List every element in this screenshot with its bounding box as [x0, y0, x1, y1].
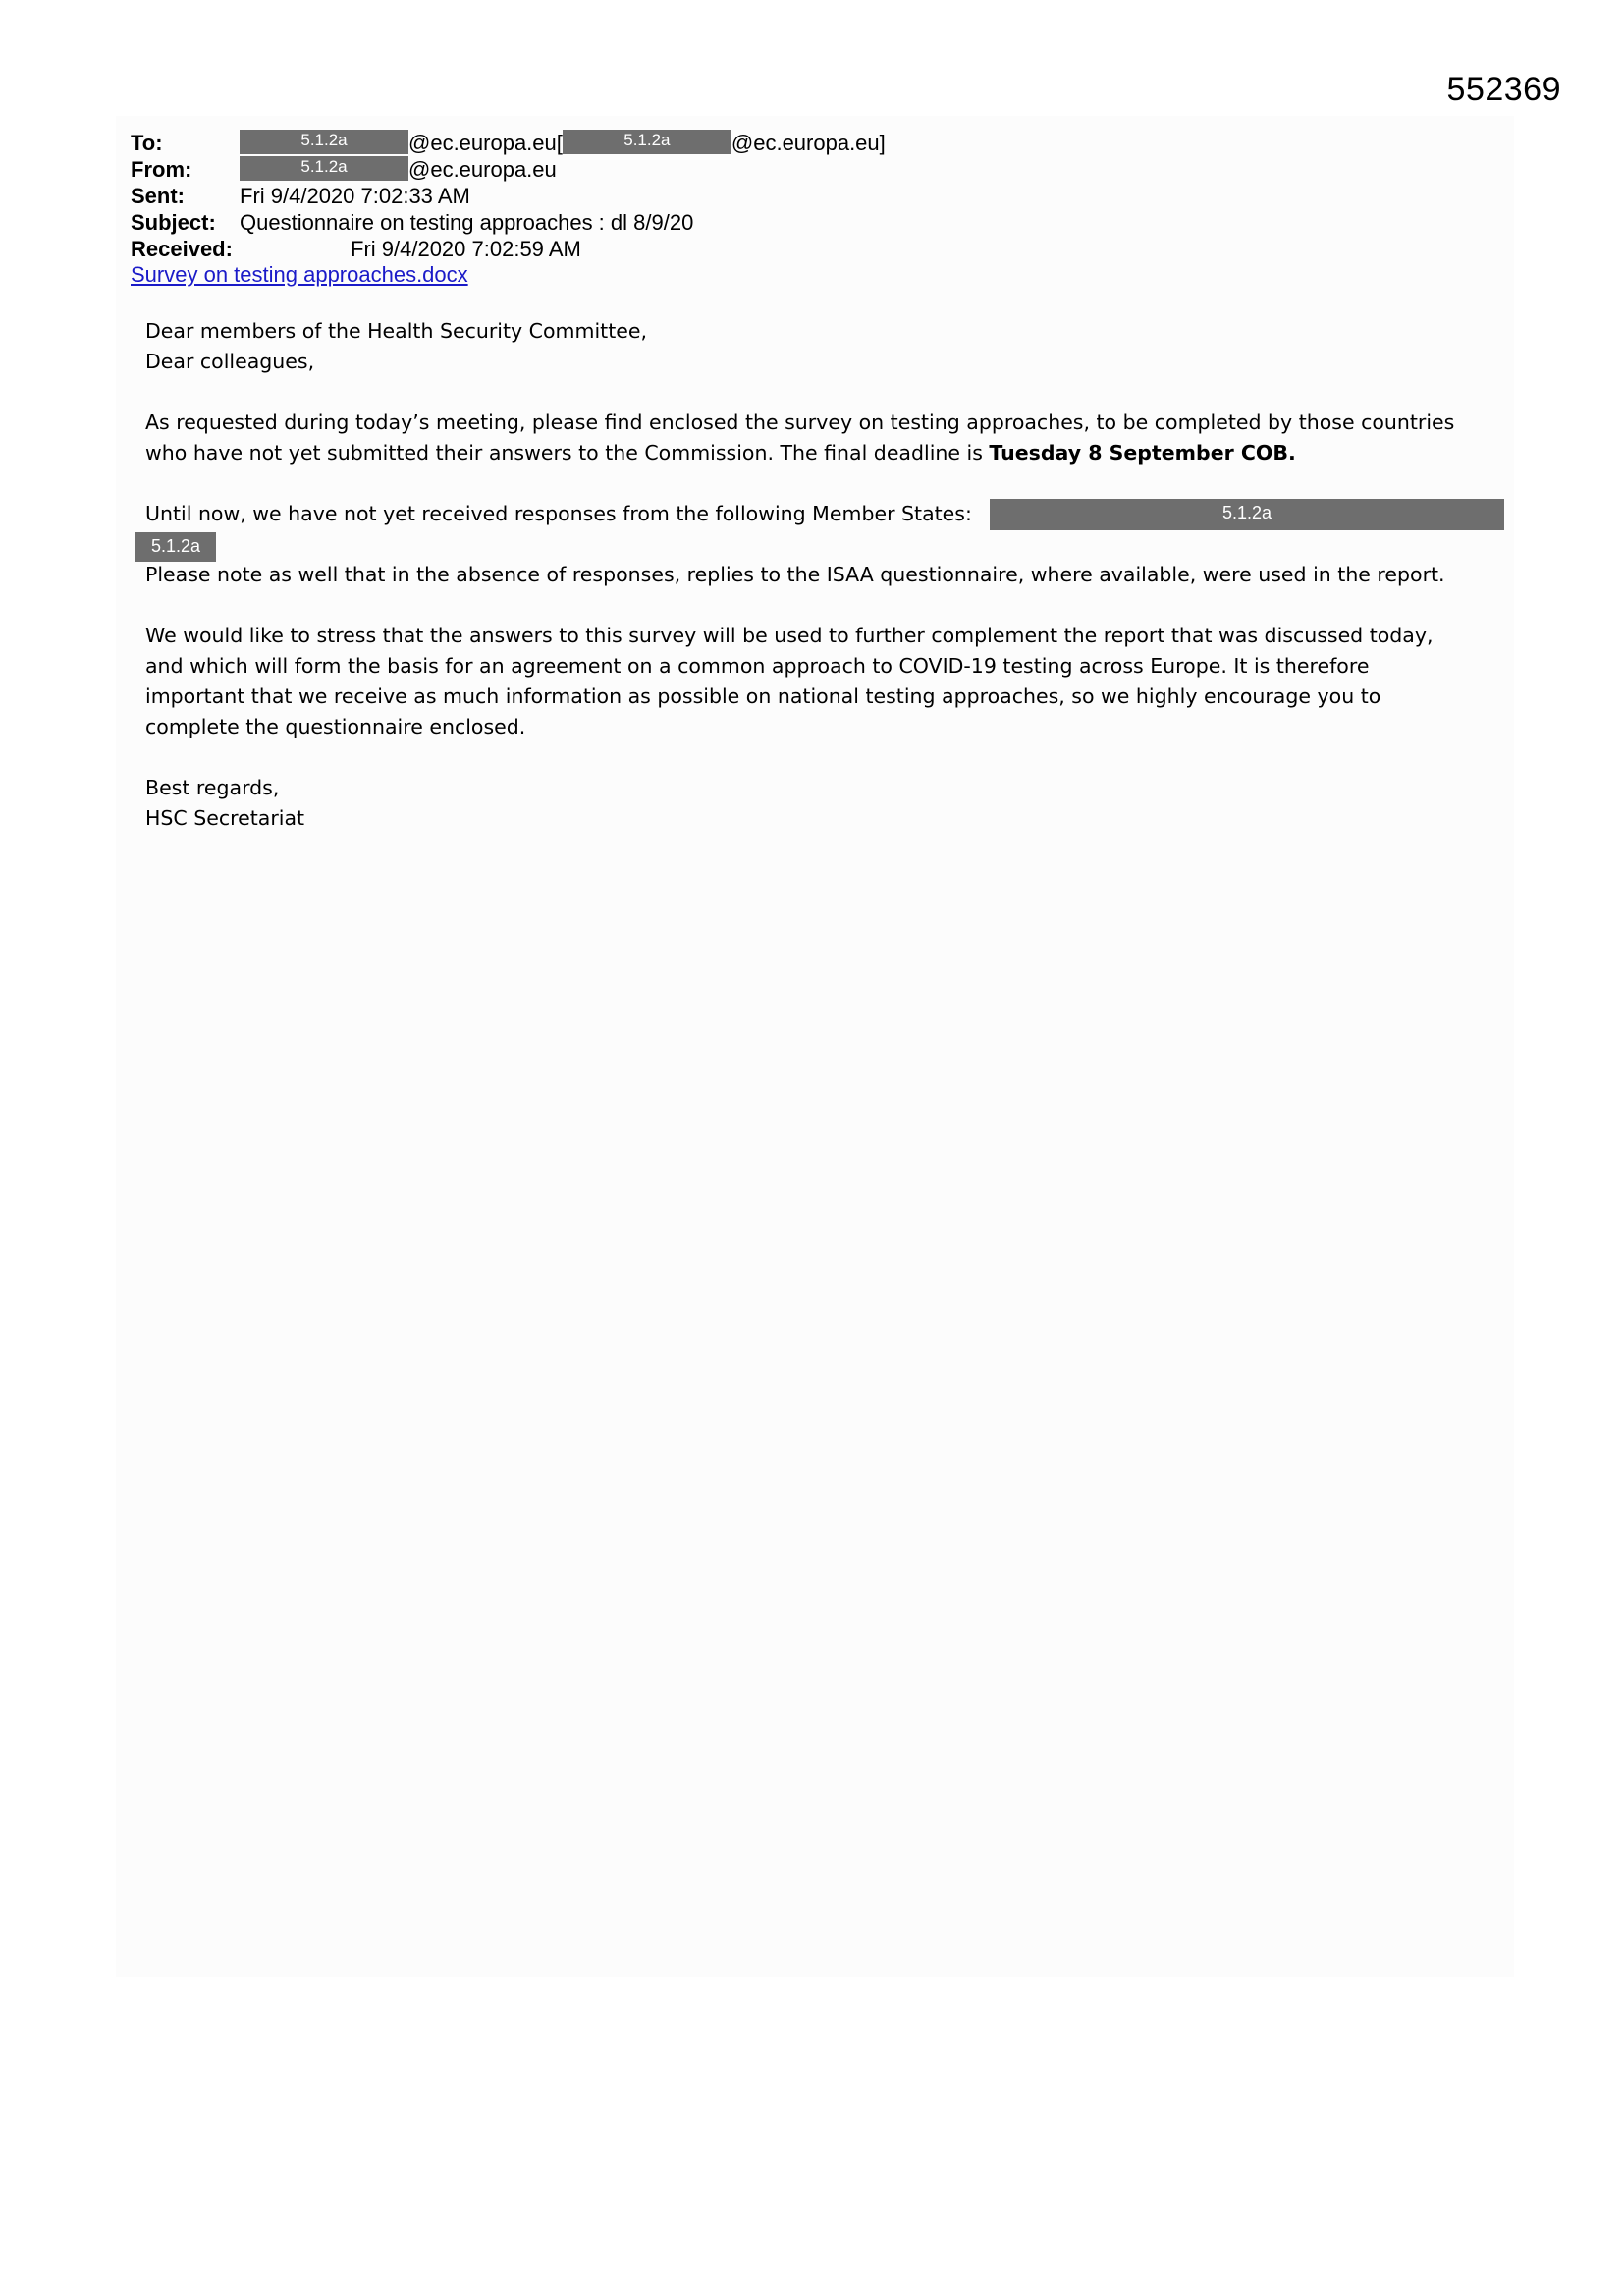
greeting: [145, 316, 1500, 377]
paragraph-stress: [145, 621, 1500, 742]
sent-value: Fri 9/4/2020 7:02:33 AM: [240, 184, 470, 208]
paragraph-line: As requested during today’s meeting, please find enclosed the survey on testing approaches, to be completed by those countries: [145, 410, 1455, 434]
paragraph-request: [145, 408, 1500, 468]
to-domain-1: @ec.europa.eu[: [408, 131, 563, 155]
closing-text: Best regards,: [145, 776, 280, 799]
paragraph-line: Please note as well that in the absence of responses, replies to the ISAA questionnaire, where available, were used in the report.: [145, 563, 1445, 586]
redaction-box: 5.1.2a: [990, 499, 1504, 530]
to-value: [240, 130, 886, 156]
subject-value: Questionnaire on testing approaches : dl 8/9/20: [240, 210, 694, 235]
deadline-date: Tuesday 8 September COB.: [989, 441, 1296, 465]
from-value: [240, 156, 557, 183]
deadline-intro: who have not yet submitted their answers to the Commission. The final deadline is: [145, 441, 990, 465]
received-value: Fri 9/4/2020 7:02:59 AM: [351, 237, 581, 261]
greeting-line-2: Dear colleagues,: [145, 350, 315, 373]
redaction-box: 5.1.2a: [563, 130, 731, 154]
to-label: To:: [131, 131, 163, 155]
signature-text: HSC Secretariat: [145, 806, 305, 830]
paragraph-line: [145, 438, 1500, 468]
redaction-box: 5.1.2a: [135, 532, 216, 562]
redaction-box: 5.1.2a: [240, 156, 408, 181]
sign-off: [145, 773, 1500, 834]
received-label: Received:: [131, 237, 233, 261]
paragraph-line: important that we receive as much information as possible on national testing approaches, so we highly encourage you to: [145, 684, 1381, 708]
subject-label: Subject:: [131, 210, 216, 235]
paragraph-line: We would like to stress that the answers to this survey will be used to further complement the report that was discussed today,: [145, 624, 1434, 647]
sent-label: Sent:: [131, 184, 185, 208]
to-domain-2: @ec.europa.eu]: [731, 131, 886, 155]
document-number: 552369: [1446, 71, 1561, 108]
paragraph-line: complete the questionnaire enclosed.: [145, 715, 526, 738]
paragraph-line: Until now, we have not yet received responses from the following Member States:: [145, 502, 972, 525]
redaction-box: 5.1.2a: [240, 130, 408, 154]
from-label: From:: [131, 157, 192, 182]
email-body: [145, 316, 1500, 864]
paragraph-line: and which will form the basis for an agreement on a common approach to COVID-19 testing across Europe. It is therefore: [145, 654, 1370, 678]
from-domain: @ec.europa.eu: [408, 157, 557, 182]
attachment-link[interactable]: Survey on testing approaches.docx: [131, 262, 468, 287]
greeting-line-1: Dear members of the Health Security Committee,: [145, 319, 647, 343]
paragraph-line-spacer: [145, 529, 1500, 560]
